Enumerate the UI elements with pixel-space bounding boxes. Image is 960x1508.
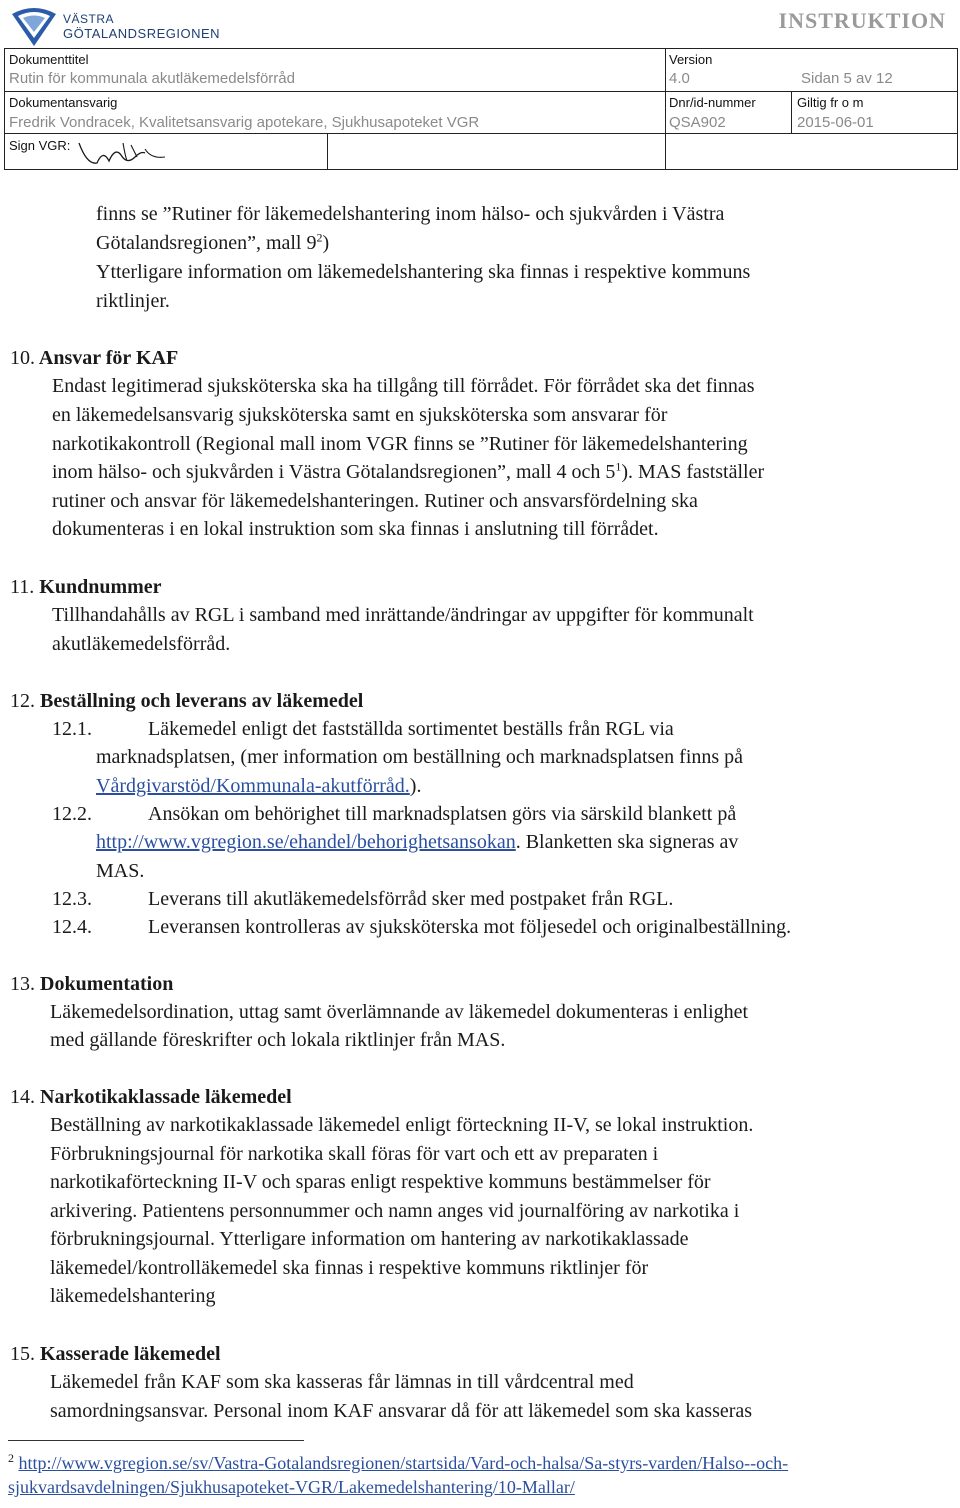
section-14-line-2: Förbrukningsjournal för narkotika skall föras för vart och ett av preparaten i: [50, 1143, 659, 1165]
intro-line-3: Ytterligare information om läkemedelshantering ska finnas i respektive kommuns: [96, 261, 751, 283]
section-15-line-1: Läkemedel från KAF som ska kasseras får lämnas in till vårdcentral med: [50, 1371, 634, 1393]
section-14-line-3: narkotikaförteckning II-V och sparas enligt respektive kommuns bestämmelser för: [50, 1171, 711, 1193]
section-14-line-6: läkemedel/kontrolläkemedel ska finnas i respektive kommuns riktlinjer för: [50, 1257, 649, 1279]
valid-from-label: Giltig fr o m: [797, 95, 864, 110]
item-12-3-number: 12.3.: [52, 888, 92, 910]
section-10-heading: 10. Ansvar för KAF: [10, 347, 179, 369]
footnote-ref-1: 1: [615, 459, 622, 474]
intro-line-1: finns se ”Rutiner för läkemedelshantering inom hälso- och sjukvården i Västra: [96, 203, 725, 225]
section-13-line-1: Läkemedelsordination, uttag samt överlämnande av läkemedel dokumenteras i enlighet: [50, 1001, 749, 1023]
sign-label: Sign VGR:: [9, 138, 71, 153]
valid-from-value: 2015-06-01: [797, 114, 874, 131]
section-14-line-5: förbrukningsjournal. Ytterligare information om hantering av narkotikaklassade: [50, 1228, 689, 1250]
item-12-1-line-3: Vårdgivarstöd/Kommunala-akutförråd.).: [96, 775, 422, 797]
section-10-line-6: dokumenteras i en lokal instruktion som ska finnas i anslutning till förrådet.: [52, 518, 659, 540]
footnote-2: [8, 1451, 788, 1499]
section-11-line-1: Tillhandahålls av RGL i samband med inrättande/ändringar av uppgifter för kommunalt: [52, 604, 754, 626]
item-12-3-line-1: Leverans till akutläkemedelsförråd sker med postpaket från RGL.: [148, 888, 674, 910]
doc-title: Rutin för kommunala akutläkemedelsförråd: [9, 70, 295, 87]
responsible-value: Fredrik Vondracek, Kvalitetsansvarig apotekare, Sjukhusapoteket VGR: [9, 114, 480, 131]
section-10-line-2: en läkemedelsansvarig sjuksköterska samt en sjuksköterska som ansvarar för: [52, 404, 668, 426]
page-number: Sidan 5 av 12: [801, 70, 893, 87]
version-value: 4.0: [669, 70, 690, 87]
item-12-4-number: 12.4.: [52, 916, 92, 938]
section-15-heading: 15. Kasserade läkemedel: [10, 1343, 221, 1365]
footnote-divider: [8, 1440, 304, 1441]
vgr-logo: [8, 4, 248, 48]
item-12-2-line-3: MAS.: [96, 860, 145, 882]
version-label: Version: [669, 52, 713, 67]
item-12-1-line-2: marknadsplatsen, (mer information om beställning och marknadsplatsen finns på: [96, 746, 744, 768]
intro-line-2: Götalandsregionen”, mall $9^2$): [96, 230, 330, 254]
section-10-line-3: narkotikakontroll (Regional mall inom VGR finns se ”Rutiner för läkemedelshantering: [52, 433, 748, 455]
section-10-line-5: rutiner och ansvar för läkemedelshanteringen. Rutiner och ansvarsfördelning ska: [52, 490, 698, 512]
doc-title-label: Dokumenttitel: [9, 52, 89, 67]
behorighetsansokan-link[interactable]: http://www.vgregion.se/ehandel/behorighetsansokan: [96, 831, 516, 853]
footnote-link-line-1[interactable]: http://www.vgregion.se/sv/Vastra-Gotalandsregionen/startsida/Vard-och-halsa/Sa-styrs-varden/Halso--och-: [18, 1453, 789, 1473]
section-14-heading: 14. Narkotikaklassade läkemedel: [10, 1086, 292, 1108]
section-13-heading: 13. Dokumentation: [10, 973, 174, 995]
signature-icon: [75, 139, 185, 171]
section-11-line-2: akutläkemedelsförråd.: [52, 633, 231, 655]
dnr-value: QSA902: [669, 114, 726, 131]
section-15-line-2: samordningsansvar. Personal inom KAF ansvarar då för att läkemedel som ska kasseras: [50, 1400, 753, 1422]
section-14-line-7: läkemedelshantering: [50, 1285, 216, 1307]
item-12-2-line-2: http://www.vgregion.se/ehandel/behorighetsansokan. Blanketten ska signeras av: [96, 831, 739, 853]
dnr-label: Dnr/id-nummer: [669, 95, 756, 110]
logo-text-bottom: GÖTALANDSREGIONEN: [63, 26, 221, 41]
item-12-2-line-1: Ansökan om behörighet till marknadsplatsen görs via särskild blankett på: [148, 803, 737, 825]
document-header-table: [4, 48, 958, 170]
section-14-line-4: arkivering. Patientens personnummer och namn anges vid journalföring av narkotika i: [50, 1200, 740, 1222]
item-12-4-line-1: Leveransen kontrolleras av sjuksköterska mot följesedel och originalbeställning.: [148, 916, 792, 938]
section-10-line-4: inom hälso- och sjukvården i Västra Götalandsregionen”, mall 4 och $5^1$). MAS fastställer: [52, 459, 765, 483]
section-13-line-2: med gällande föreskrifter och lokala riktlinjer från MAS.: [50, 1029, 506, 1051]
document-type: INSTRUKTION: [778, 8, 946, 33]
section-11-heading: 11. Kundnummer: [10, 576, 162, 598]
item-12-1-number: 12.1.: [52, 718, 92, 740]
item-12-1-line-1: Läkemedel enligt det fastställda sortimentet beställs från RGL via: [148, 718, 674, 740]
responsible-label: Dokumentansvarig: [9, 95, 118, 110]
vardgivarstod-link[interactable]: Vårdgivarstöd/Kommunala-akutförråd.: [96, 775, 410, 797]
item-12-2-number: 12.2.: [52, 803, 92, 825]
logo-text-top: VÄSTRA: [63, 12, 115, 26]
vgr-logo-mark-icon: [8, 4, 60, 48]
footnote-ref-2: 2: [316, 230, 323, 245]
intro-line-4: riktlinjer.: [96, 290, 170, 312]
footnote-marker: 2: [8, 1451, 14, 1465]
section-12-heading: 12. Beställning och leverans av läkemedel: [10, 690, 364, 712]
footnote-link-line-2[interactable]: sjukvardsavdelningen/Sjukhusapoteket-VGR/Lakemedelshantering/10-Mallar/: [8, 1477, 575, 1497]
section-14-line-1: Beställning av narkotikaklassade läkemedel enligt förteckning II-V, se lokal instruktion.: [50, 1114, 754, 1136]
section-10-line-1: Endast legitimerad sjuksköterska ska ha tillgång till förrådet. För förrådet ska det finnas: [52, 375, 755, 397]
